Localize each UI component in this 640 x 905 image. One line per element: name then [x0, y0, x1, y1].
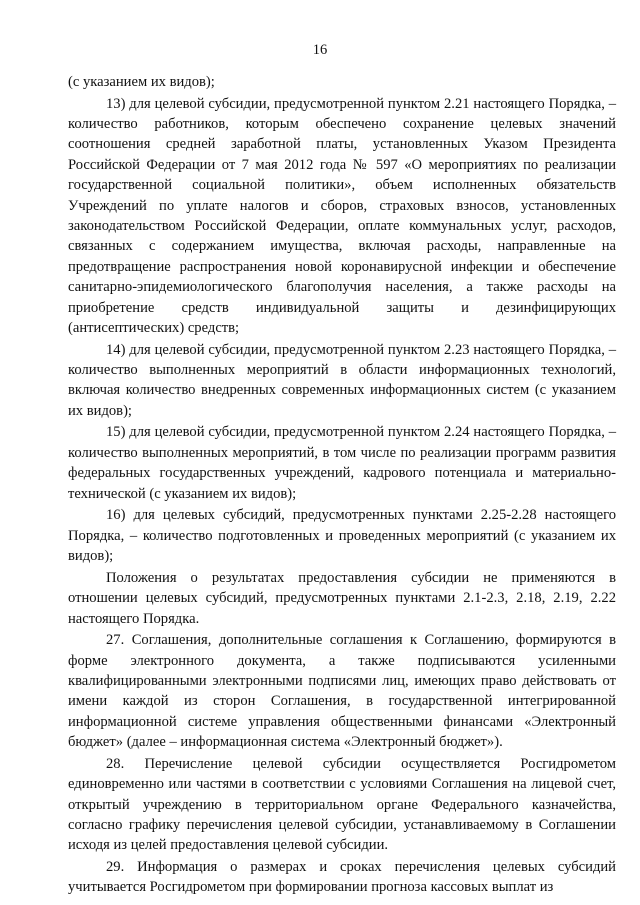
paragraph-item-15: 15) для целевой субсидии, предусмотренной пунктом 2.24 настоящего Порядка, – количество выполненных мероприятий, в том числе по реализации программ развития федеральных государственных учреждений, кадрового потенциала и материально-технической (с указанием их видов); [68, 424, 616, 502]
paragraph-clause-29: 29. Информация о размерах и сроках перечисления целевых субсидий учитывается Росгидрометом при формировании прогноза кассовых выплат из [68, 858, 616, 896]
paragraph-item-14: 14) для целевой субсидии, предусмотренной пунктом 2.23 настоящего Порядка, – количество выполненных мероприятий в области информационных технологий, включая количество внедренных современных информационных систем (с указанием их видов); [68, 341, 616, 419]
paragraph-item-13: 13) для целевой субсидии, предусмотренной пунктом 2.21 настоящего Порядка, – количество работников, которым обеспечено сохранение целевых значений соотношения средней заработной платы, установленных Указом Президента Российской Федерации от 7 мая 2012 года № 597 «О мероприятиях по реализации государственной социальной политики», объем исполненных обязательств Учреждений по уплате налогов и сборов, страховых взносов, установленных законодательством Российской Федерации, оплате коммунальных услуг, расходов, связанных с содержанием имущества, включая расходы, направленные на предотвращение распространения новой коронавирусной инфекции и обеспечение санитарно-эпидемиологического благополучия населения, а также расходы на приобретение средств индивидуальной защиты и дезинфицирующих (антисептических) средств; [68, 95, 616, 337]
paragraph-clause-28: 28. Перечисление целевой субсидии осуществляется Росгидрометом единовременно или частями в соответствии с условиями Соглашения на лицевой счет, открытый учреждению в территориальном органе Федерального казначейства, согласно графику перечисления целевой субсидии, устанавливаемому в Соглашении исходя из целей предоставления целевой субсидии. [68, 755, 616, 854]
paragraph-item-16: 16) для целевых субсидий, предусмотренных пунктами 2.25-2.28 настоящего Порядка, – количество подготовленных и проведенных мероприятий (с указанием их видов); [68, 507, 616, 565]
paragraph-clause-27: 27. Соглашения, дополнительные соглашения к Соглашению, формируются в форме электронного документа, а также подписываются усиленными квалифицированными электронными подписями лиц, имеющих право действовать от имени каждой из сторон Соглашения, в государственной интегрированной информационной системе управления общественными финансами «Электронный бюджет» (далее – информационная система «Электронный бюджет»). [68, 632, 616, 751]
paragraph-results-exception: Положения о результатах предоставления субсидии не применяются в отношении целевых субсидий, предусмотренных пунктами 2.1-2.3, 2.18, 2.19, 2.22 настоящего Порядка. [68, 569, 616, 627]
document-body [68, 72, 616, 899]
paragraph-continuation: (с указанием их видов); [68, 74, 215, 90]
page-number: 16 [312, 42, 328, 58]
